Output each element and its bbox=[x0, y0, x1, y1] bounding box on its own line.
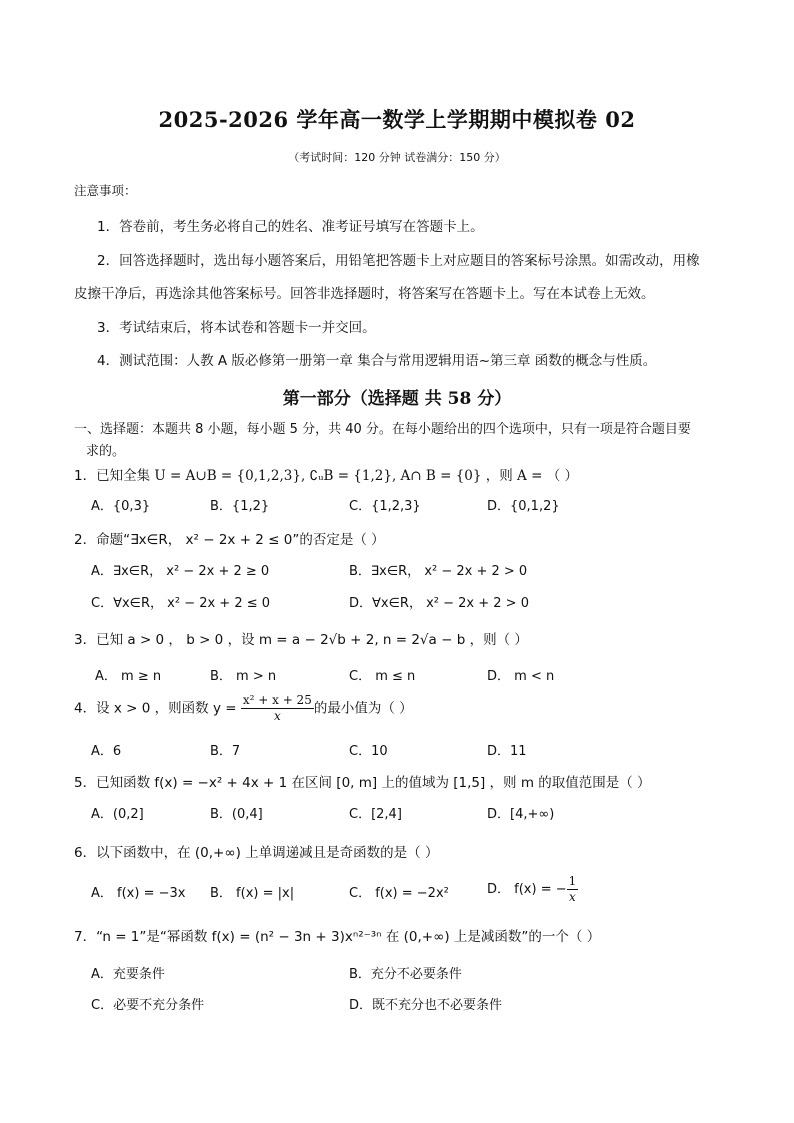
option-d: D．[4,+∞) bbox=[487, 807, 555, 822]
section-instructions-line-1: 一、选择题：本题共 8 小题，每小题 5 分，共 40 分。在每小题给出的四个选项中，只有一项是符合题目要 bbox=[74, 422, 691, 437]
option-b: B．(0,4] bbox=[210, 807, 263, 822]
option-d-text: D． f(x) = − bbox=[487, 882, 567, 897]
option-a: A．充要条件 bbox=[91, 967, 165, 982]
option-d: D．11 bbox=[487, 744, 527, 759]
option-a: A．∃x∈R， x² − 2x + 2 ≥ 0 bbox=[91, 564, 270, 579]
option-d: D．既不充分也不必要条件 bbox=[349, 998, 503, 1013]
option-b: B．充分不必要条件 bbox=[349, 967, 462, 982]
fraction-denominator: x bbox=[273, 709, 281, 723]
question-number: 5． bbox=[74, 775, 97, 791]
question-stem: 以下函数中，在 (0,+∞) 上单调递减且是奇函数的是（ ） bbox=[96, 845, 439, 861]
option-a: A．{0,3} bbox=[91, 499, 151, 514]
option-b: B． f(x) = |x| bbox=[210, 886, 295, 901]
function-fraction bbox=[241, 693, 314, 724]
question-number: 6． bbox=[74, 845, 97, 861]
question-number: 7． bbox=[74, 929, 97, 945]
option-d-fraction bbox=[567, 874, 579, 905]
question-number: 4． bbox=[74, 700, 97, 717]
notice-item-4: 4．测试范围：人教 A 版必修第一册第一章 集合与常用逻辑用语~第三章 函数的概念与性质。 bbox=[97, 353, 657, 369]
option-c: C．必要不充分条件 bbox=[91, 998, 205, 1013]
question-4 bbox=[74, 693, 413, 724]
question-stem: 已知全集 U = A∪B = {0,1,2,3}, ∁ᵤB = {1,2}, A∩ B = {0} ，则 A = （ ） bbox=[96, 468, 578, 484]
question-2 bbox=[74, 528, 385, 548]
option-b: B．7 bbox=[210, 744, 241, 759]
question-3 bbox=[74, 628, 528, 648]
notice-item-1: 1．答卷前，考生务必将自己的姓名、准考证号填写在答题卡上。 bbox=[97, 219, 484, 235]
option-b: B．{1,2} bbox=[210, 499, 270, 514]
section-instructions-line-2: 求的。 bbox=[86, 444, 126, 459]
option-a: A． f(x) = −3x bbox=[91, 886, 186, 901]
part-title: 第一部分（选择题 共 58 分） bbox=[282, 389, 512, 409]
question-stem-end: 的最小值为（ ） bbox=[313, 700, 413, 717]
option-c: C．∀x∈R， x² − 2x + 2 ≤ 0 bbox=[91, 596, 271, 611]
option-a: A．(0,2] bbox=[91, 807, 144, 822]
question-number: 2． bbox=[74, 532, 97, 548]
question-stem-start: 设 x > 0 ，则函数 y = bbox=[96, 700, 237, 717]
page-title: 2025-2026 学年高一数学上学期期中模拟卷 02 bbox=[158, 107, 636, 132]
notice-item-2-line-1: 2．回答选择题时，选出每小题答案后，用铅笔把答题卡上对应题目的答案标号涂黑。如需改动，用橡 bbox=[97, 253, 700, 269]
question-7 bbox=[74, 925, 600, 945]
option-c: C．10 bbox=[349, 744, 388, 759]
question-number: 1． bbox=[74, 468, 97, 484]
option-c: C．{1,2,3} bbox=[349, 499, 421, 514]
option-a: A． m ≥ n bbox=[95, 669, 162, 684]
question-stem: 命题“∃x∈R， x² − 2x + 2 ≤ 0”的否定是（ ） bbox=[96, 532, 385, 548]
option-c: C． f(x) = −2x² bbox=[349, 886, 449, 901]
question-number: 3． bbox=[74, 632, 97, 648]
fraction-numerator: x² + x + 25 bbox=[242, 693, 312, 707]
option-c: C．[2,4] bbox=[349, 807, 402, 822]
fraction-numerator: 1 bbox=[568, 874, 577, 888]
notice-item-3: 3．考试结束后，将本试卷和答题卡一并交回。 bbox=[97, 320, 376, 336]
exam-info: （考试时间：120 分钟 试卷满分：150 分） bbox=[288, 151, 506, 164]
option-b: B． m > n bbox=[210, 669, 277, 684]
option-c: C． m ≤ n bbox=[349, 669, 416, 684]
question-stem: “n = 1”是“幂函数 f(x) = (n² − 3n + 3)xⁿ²⁻³ⁿ 在 (0,+∞) 上是减函数”的一个（ ） bbox=[96, 929, 601, 945]
option-b: B．∃x∈R， x² − 2x + 2 > 0 bbox=[349, 564, 528, 579]
option-d: D． m < n bbox=[487, 669, 555, 684]
option-d bbox=[487, 874, 578, 905]
option-a: A．6 bbox=[91, 744, 122, 759]
notice-item-2-line-2: 皮擦干净后，再选涂其他答案标号。回答非选择题时，将答案写在答题卡上。写在本试卷上无效。 bbox=[74, 286, 655, 302]
question-1 bbox=[74, 464, 578, 484]
question-stem: 已知 a > 0 ， b > 0 ，设 m = a − 2√b + 2, n = 2√a − b ，则（ ） bbox=[96, 632, 528, 648]
fraction-denominator: x bbox=[569, 890, 576, 904]
option-d: D．{0,1,2} bbox=[487, 499, 560, 514]
question-5 bbox=[74, 771, 651, 791]
question-stem: 已知函数 f(x) = −x² + 4x + 1 在区间 [0, m] 上的值域为 [1,5] ，则 m 的取值范围是（ ） bbox=[96, 775, 651, 791]
option-d: D．∀x∈R， x² − 2x + 2 > 0 bbox=[349, 596, 529, 611]
question-6 bbox=[74, 841, 438, 861]
notice-heading: 注意事项： bbox=[74, 183, 137, 198]
